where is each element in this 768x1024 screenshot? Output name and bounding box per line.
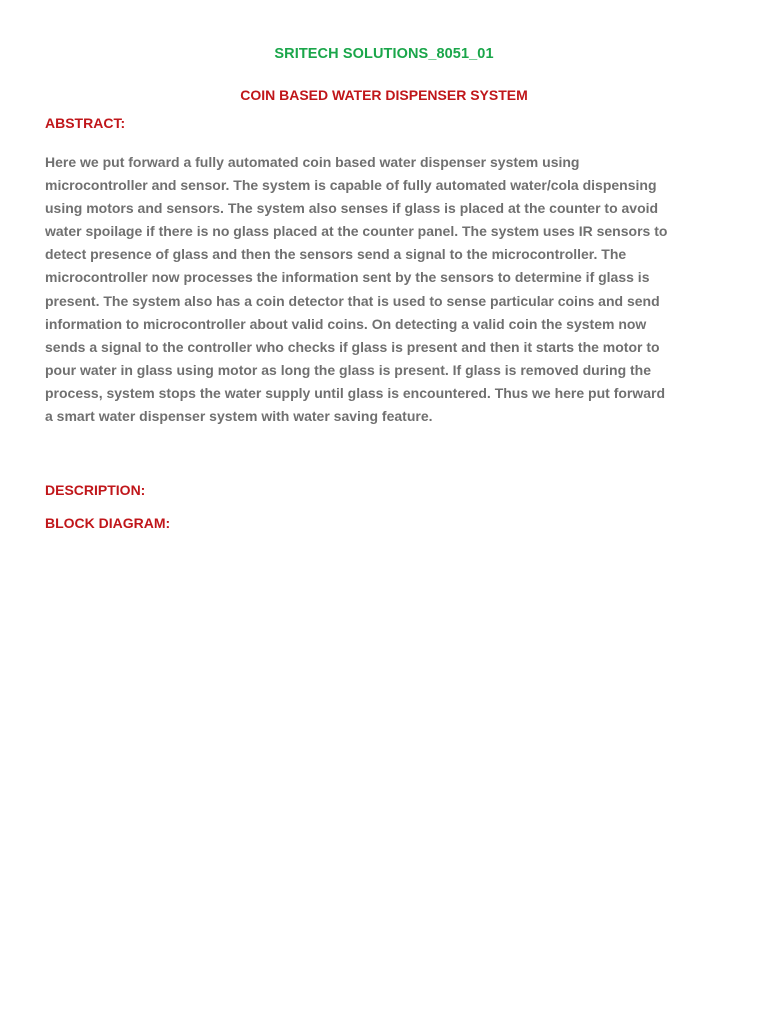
abstract-line: process, system stops the water supply until glass is encountered. Thus we here put forward xyxy=(45,384,666,401)
abstract-line: using motors and sensors. The system also senses if glass is placed at the counter to avoid xyxy=(45,200,659,217)
abstract-heading: ABSTRACT: xyxy=(45,115,126,131)
company-header: SRITECH SOLUTIONS_8051_01 xyxy=(274,46,494,62)
abstract-line: water spoilage if there is no glass placed at the counter panel. The system uses IR sensors to xyxy=(45,223,668,240)
abstract-line: a smart water dispenser system with water saving feature. xyxy=(45,408,433,425)
description-heading: DESCRIPTION: xyxy=(45,482,146,498)
abstract-line: microcontroller now processes the information sent by the sensors to determine if glass is xyxy=(45,269,650,286)
document-title: COIN BASED WATER DISPENSER SYSTEM xyxy=(240,87,528,103)
abstract-line: detect presence of glass and then the sensors send a signal to the microcontroller. The xyxy=(45,246,627,263)
abstract-line: sends a signal to the controller who checks if glass is present and then it starts the motor to xyxy=(45,338,660,355)
abstract-line: information to microcontroller about valid coins. On detecting a valid coin the system now xyxy=(45,315,647,332)
abstract-line: Here we put forward a fully automated coin based water dispenser system using xyxy=(45,154,580,170)
abstract-line: microcontroller and sensor. The system is capable of fully automated water/cola dispensing xyxy=(45,177,657,194)
abstract-line: present. The system also has a coin detector that is used to sense particular coins and send xyxy=(45,292,660,309)
block-diagram-heading: BLOCK DIAGRAM: xyxy=(45,515,171,531)
abstract-line: pour water in glass using motor as long the glass is present. If glass is removed during the xyxy=(45,361,652,378)
abstract-body xyxy=(45,151,725,428)
